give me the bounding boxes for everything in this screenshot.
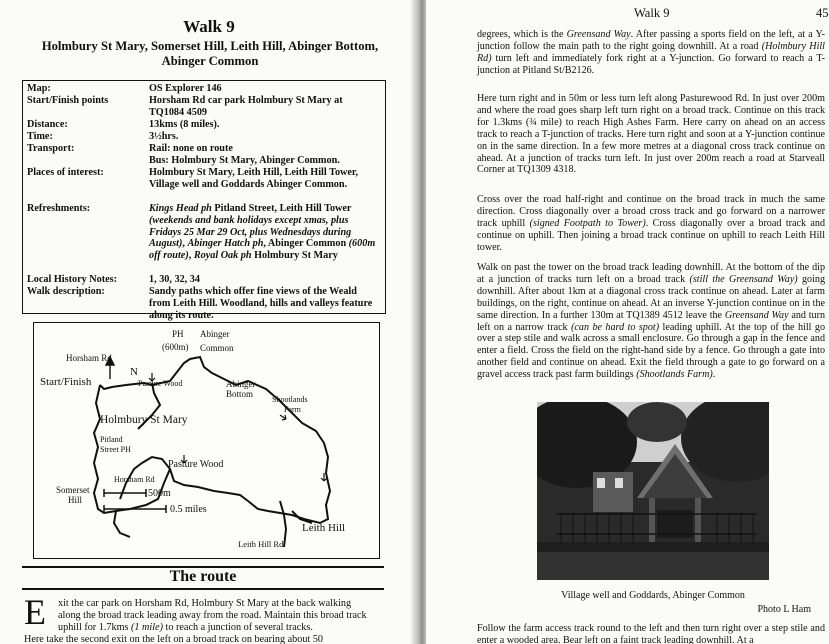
info-value: 13kms (8 miles). — [149, 119, 220, 130]
map-label-horsham-rd-mid: Horsham Rd — [114, 475, 155, 484]
paragraph-2: Here turn right and in 50m or less turn left along Pasturewood Rd. In just over 200m and where the road goes sharp left turn right on a broad track. Continue on this track for 1.3kms (¾ mile) to reach High Ashes Farm. Here carry on ahead on an access track to reach a T-junction of tracks. Here turn right and soon at a Y-junction continue on in the same direction. In a few more metres at a diagonal cross track continue on ahead. At a junction of tracks turn left. In just over 200m reach a road at Starveall Corner at TQ1309 4318. — [477, 93, 825, 176]
route-map — [33, 322, 380, 559]
info-label: Local History Notes: — [27, 274, 117, 285]
map-label-pasture-wood: Pasture Wood — [168, 459, 224, 470]
map-label-pitland: Pitland — [100, 435, 123, 444]
route-text: xit the car park on Horsham Rd, Holmbury St Mary at the back walking along the broad track leading away from the road. Maintain this broad track uphill for 1.7kms (1 mile) to reach a junction of several tracks. — [58, 598, 367, 633]
photo-credit: Photo L Ham — [757, 604, 811, 615]
map-label-horsham-rd-top: Horsham Rd — [66, 353, 112, 363]
photo-village-well-drawing — [537, 402, 769, 580]
info-value: Bus: Holmbury St Mary, Abinger Common. — [149, 155, 340, 166]
info-value: Kings Head ph Pitland Street, Leith Hill Tower (weekends and bank holidays except xmas, plus Fridays 25 Mar 29 Oct, plus Wednesdays during August), Abinger Hatch ph, Abinger Common (600m off route), Royal Oak ph Holmbury St Mary — [149, 203, 376, 262]
route-dropcap: E — [24, 592, 46, 632]
map-label-pasture-wood-top: Pasture Wood — [138, 379, 183, 388]
info-label: Time: — [27, 131, 53, 142]
info-label: Map: — [27, 83, 51, 94]
map-label-abinger-common-2: Common — [200, 343, 234, 353]
map-label-start-finish: Start/Finish — [40, 376, 92, 388]
info-value: Rail: none on route — [149, 143, 233, 154]
paragraph-3: Cross over the road half-right and continue on the broad track in much the same direction. Cross diagonally over a broad cross track and go forward on a narrower track uphill (signed Footpath to Tower). Cross diagonally over a broad track and continue on uphill. Then joining a broad track continue on uphill to reach Leith Hill tower. — [477, 194, 825, 253]
photo-village-well — [537, 402, 769, 580]
right-page — [426, 0, 829, 644]
map-label-abinger-bottom-2: Bottom — [226, 389, 254, 399]
map-label-scale-500m: 500m — [148, 488, 171, 499]
paragraph-4: Walk on past the tower on the broad track leading downhill. At the bottom of the dip at a junction of tracks turn left on a broad track (still the Greensand Way) going downhill. After about 1km at a diagonal cross track continue on ahead. Later at farm buildings, on the right, continue on ahead. At an inverse Y-junction continue on in the same direction. In a further 130m at TQ1389 4512 leave the Greensand Way and turn left on a narrow track (can be hard to spot) leading uphill. At the top of the hill go over a step stile and walk across a small enclosure. Go through a gap in the fence and enter a field. Cross the field on the right-hand side by a fence. Go through a gate into another field and continue on ahead. Exit the field through a gate to go forward on a gravel access track past farm buildings (Shootlands Farm). — [477, 262, 826, 381]
walk-info-box — [22, 80, 386, 321]
map-label-shootlands-farm: Farm — [284, 405, 301, 414]
photo-caption: Village well and Goddards, Abinger Common — [561, 590, 745, 601]
map-label-leith-hill-rd: Leith Hill Rd — [238, 539, 284, 549]
info-label: Walk description: — [27, 286, 105, 297]
final-paragraph: Follow the farm access track round to the left and then turn right over a step stile and enter a wooded area. Bear left on a faint track leading downhill. At a — [477, 623, 825, 644]
map-label-shootlands: Shootlands — [272, 395, 308, 404]
map-label-leith-hill: Leith Hill — [302, 522, 346, 534]
info-value: 1, 30, 32, 34 — [149, 274, 200, 285]
paragraph-1: degrees, which is the Greensand Way. After passing a sports field on the left, at a Y-junction follow the main path to the right going downhill. At a road (Holmbury Hill Rd) turn left and immediately fork right at a Y-junction. Go forward to reach a T-junction at Pitland St/B2126. — [477, 29, 825, 76]
map-label-scale-05mi: 0.5 miles — [170, 504, 207, 515]
map-label-abinger-common: Abinger — [200, 329, 230, 339]
info-value: Holmbury St Mary, Leith Hill, Leith Hill Tower, Village well and Goddards Abinger Common. — [149, 167, 359, 190]
map-label-somerset: Somerset — [56, 485, 90, 495]
map-label-holmbury: Holmbury St Mary — [100, 414, 188, 426]
page-number: 45 — [816, 6, 829, 20]
walk-subtitle: Holmbury St Mary, Somerset Hill, Leith Hill, Abinger Bottom, Abinger Common — [41, 39, 379, 68]
map-label-abinger-bottom: Abinger — [226, 379, 256, 389]
map-label-pitland-street: Street PH — [100, 445, 131, 454]
info-label: Start/Finish points — [27, 95, 109, 106]
info-label: Places of interest: — [27, 167, 104, 178]
info-value: OS Explorer 146 — [149, 83, 222, 94]
walk-title: Walk 9 — [183, 17, 235, 36]
route-text-continued: Here take the second exit on the left on a broad track on bearing about 50 — [24, 634, 324, 644]
map-label-north: N — [130, 366, 138, 378]
route-rule-bottom — [22, 588, 384, 590]
info-value: Horsham Rd car park Holmbury St Mary at TQ1084 4509 — [149, 95, 343, 118]
route-heading: The route — [169, 568, 237, 585]
info-value: Sandy paths which offer fine views of the Weald from Leith Hill. Woodland, hills and valleys feature along its route. — [149, 286, 373, 321]
map-label-somerset-hill: Hill — [68, 495, 83, 505]
info-label: Refreshments: — [27, 203, 91, 214]
info-label: Distance: — [27, 119, 68, 130]
running-header: Walk 9 — [634, 6, 670, 20]
map-label-ph-600m: (600m) — [162, 342, 189, 352]
info-value: 3½hrs. — [149, 131, 179, 142]
map-label-ph: PH — [172, 329, 184, 339]
info-label: Transport: — [27, 143, 75, 154]
